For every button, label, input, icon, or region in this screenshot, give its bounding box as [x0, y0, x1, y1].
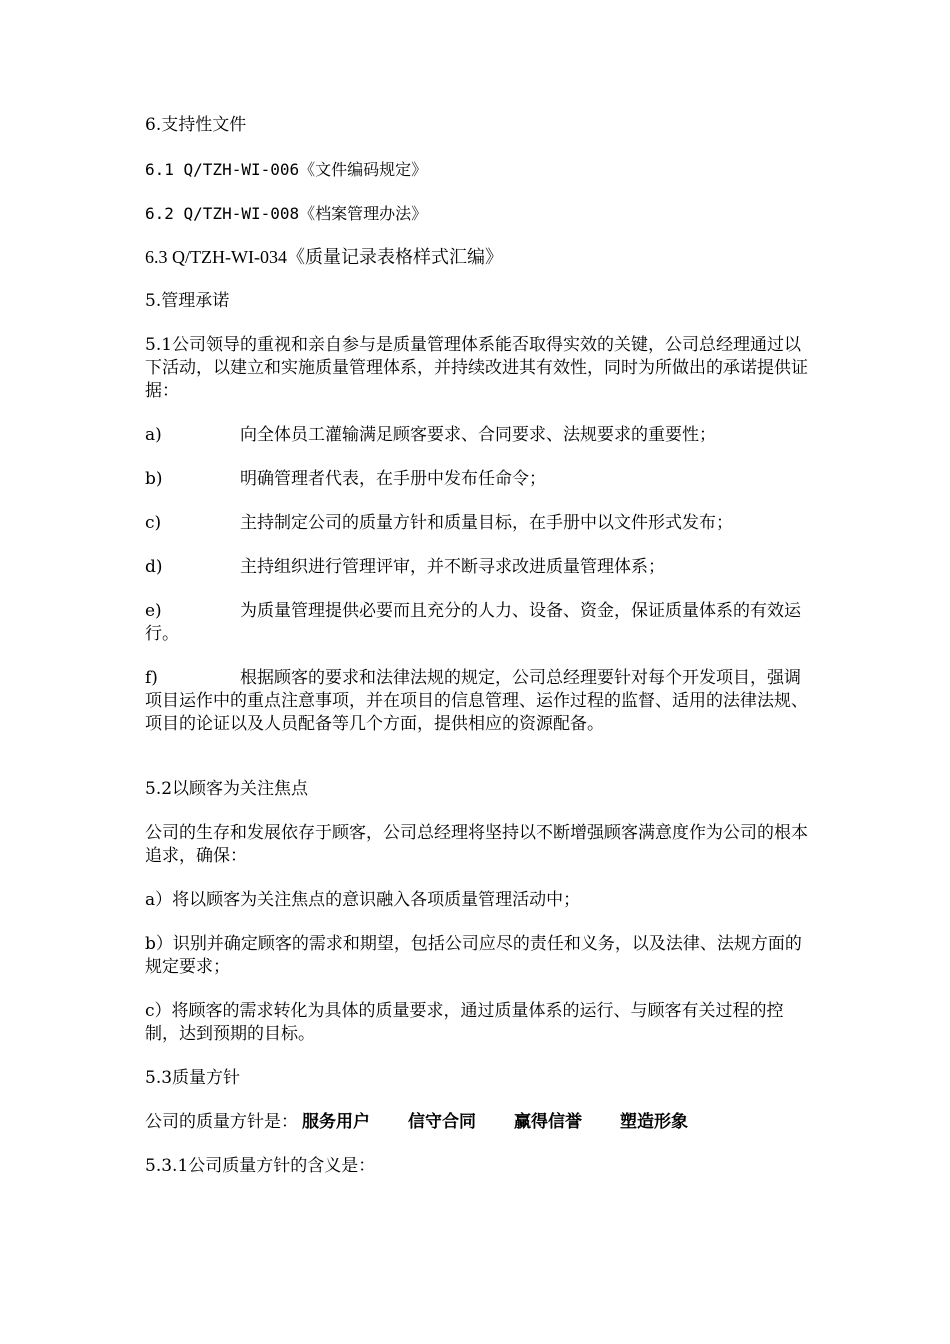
doc-ref-6-2: 6.2 Q/TZH-WI-008《档案管理办法》: [145, 204, 428, 223]
list-text: 明确管理者代表，在手册中发布任命令；: [240, 469, 546, 489]
list-item: c）将顾客的需求转化为具体的质量要求，通过质量体系的运行、与顾客有关过程的控制，达到预期的目标。: [145, 1001, 784, 1044]
list-item: [145, 512, 810, 535]
quality-policy-line: [145, 1111, 810, 1134]
list-marker: b): [145, 469, 163, 489]
list-text: 主持组织进行管理评审，并不断寻求改进质量管理体系；: [240, 557, 665, 577]
doc-ref-6-1: 6.1 Q/TZH-WI-006《文件编码规定》: [145, 160, 428, 179]
section-5-3-heading: 5.3质量方针: [145, 1068, 241, 1088]
section-5-2-heading: 5.2以顾客为关注焦点: [145, 779, 309, 799]
list-item: [145, 667, 810, 736]
section-5-1-intro: 5.1公司领导的重视和亲自参与是质量管理体系能否取得实效的关键，公司总经理通过以下活动，以建立和实施质量管理体系，并持续改进其有效性，同时为所做出的承诺提供证据：: [145, 335, 808, 401]
document-page: [145, 114, 810, 1178]
section-5-2-intro: 公司的生存和发展依存于顾客，公司总经理将坚持以不断增强顾客满意度作为公司的根本追求，确保：: [145, 823, 808, 866]
list-item: [145, 600, 810, 646]
list-item: [145, 424, 810, 447]
list-item: [145, 556, 810, 579]
policy-word: 服务用户: [302, 1112, 370, 1132]
list-text: 主持制定公司的质量方针和质量目标，在手册中以文件形式发布；: [240, 513, 733, 533]
list-text: 根据顾客的要求和法律法规的规定，公司总经理要针对每个开发项目，强调项目运作中的重点注意事项，并在项目的信息管理、运作过程的监督、适用的法律法规、项目的论证以及人员配备等几个方面，提供相应的资源配备。: [145, 668, 808, 734]
list-text: 向全体员工灌输满足顾客要求、合同要求、法规要求的重要性；: [240, 425, 716, 445]
list-item: a）将以顾客为关注焦点的意识融入各项质量管理活动中；: [145, 890, 581, 910]
list-marker: d): [145, 557, 163, 577]
list-item: b）识别并确定顾客的需求和期望，包括公司应尽的责任和义务，以及法律、法规方面的规定要求；: [145, 934, 802, 977]
list-marker: a): [145, 425, 162, 445]
policy-word: 塑造形象: [620, 1112, 688, 1132]
section-5-heading: 5.管理承诺: [145, 291, 230, 311]
doc-ref-6-3: 6.3 Q/TZH-WI-034《质量记录表格样式汇编》: [145, 247, 503, 267]
policy-word: 赢得信誉: [514, 1112, 582, 1132]
list-marker: c): [145, 513, 162, 533]
quality-policy-label: 公司的质量方针是：: [145, 1112, 298, 1132]
list-marker: f): [145, 668, 158, 688]
policy-word: 信守合同: [408, 1112, 476, 1132]
list-text: 为质量管理提供必要而且充分的人力、设备、资金，保证质量体系的有效运行。: [145, 601, 801, 644]
section-6-heading: 6.支持性文件: [145, 115, 247, 135]
section-5-3-1-heading: 5.3.1公司质量方针的含义是：: [145, 1156, 376, 1176]
list-marker: e): [145, 601, 162, 621]
list-item: [145, 468, 810, 491]
